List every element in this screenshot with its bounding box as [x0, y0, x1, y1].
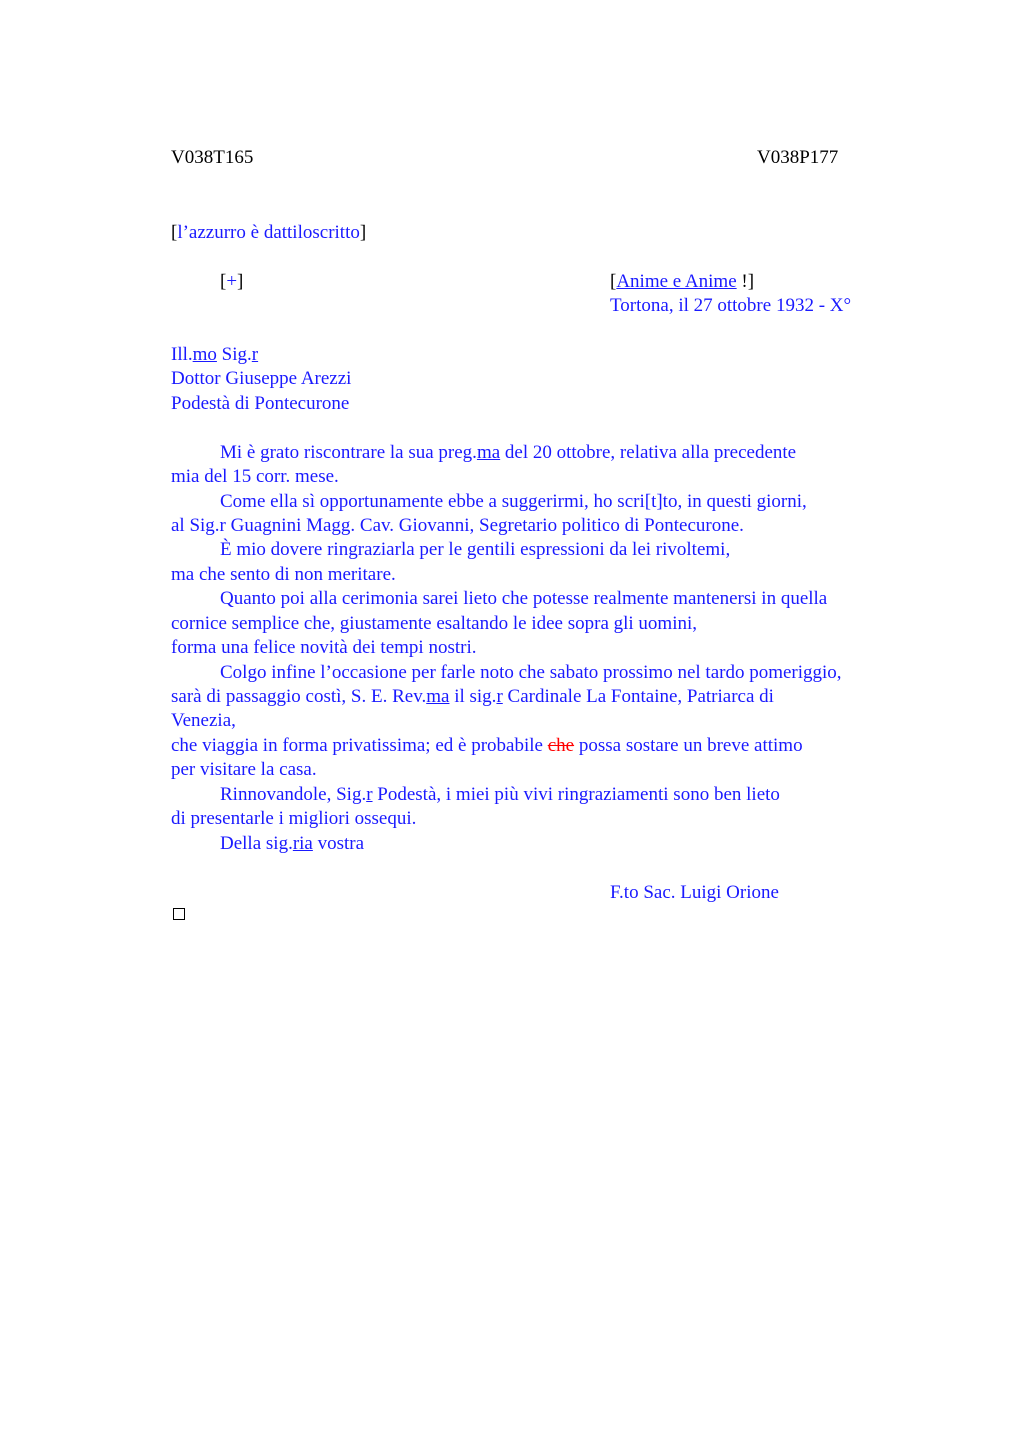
body-line: ma che sento di non meritare. — [171, 564, 396, 585]
struck-word: che — [547, 735, 575, 756]
body-line: al Sig.r Guagnini Magg. Cav. Giovanni, Segretario politico di Pontecurone. — [171, 515, 744, 536]
body-line: cornice semplice che, giustamente esaltando le idee sopra gli uomini, — [171, 613, 698, 634]
body-line: Colgo infine l’occasione per farle noto che sabato prossimo nel tardo pomeriggio, — [220, 662, 842, 683]
body-line: per visitare la casa. — [171, 759, 317, 780]
motto: [Anime e Anime !] — [610, 271, 755, 292]
body-line: di presentarle i migliori ossequi. — [171, 808, 417, 829]
addressee-name: Dottor Giuseppe Arezzi — [171, 368, 352, 389]
date-line: Tortona, il 27 ottobre 1932 - X° — [610, 295, 852, 316]
cross-mark: [+] — [220, 271, 244, 292]
body-line: sarà di passaggio costì, S. E. Rev.ma il sig.r Cardinale La Fontaine, Patriarca di — [171, 686, 774, 707]
document-code-right: V038P177 — [757, 147, 839, 168]
body-line: che viaggia in forma privatissima; ed è probabile che possa sostare un breve attimo — [171, 735, 803, 756]
body-line: È mio dovere ringraziarla per le gentili espressioni da lei rivoltemi, — [220, 539, 731, 560]
body-line: Rinnovandole, Sig.r Podestà, i miei più vivi ringraziamenti sono ben lieto — [220, 784, 780, 805]
body-line: Della sig.ria vostra — [220, 833, 365, 854]
signature: F.to Sac. Luigi Orione — [610, 882, 779, 903]
body-line: Mi è grato riscontrare la sua preg.ma del 20 ottobre, relativa alla precedente — [220, 442, 797, 463]
addressee-role: Podestà di Pontecurone — [171, 393, 350, 414]
body-line: mia del 15 corr. mese. — [171, 466, 339, 487]
editorial-note: [l’azzurro è dattiloscritto] — [171, 222, 367, 243]
end-box-icon — [173, 908, 185, 920]
body-line: Venezia, — [171, 710, 236, 731]
body-line: Come ella sì opportunamente ebbe a suggerirmi, ho scri[t]to, in questi giorni, — [220, 491, 807, 512]
document-code-left: V038T165 — [171, 147, 254, 168]
body-line: forma una felice novità dei tempi nostri. — [171, 637, 477, 658]
addressee-title: Ill.mo Sig.r — [171, 344, 259, 365]
body-line: Quanto poi alla cerimonia sarei lieto che potesse realmente mantenersi in quella — [220, 588, 828, 609]
